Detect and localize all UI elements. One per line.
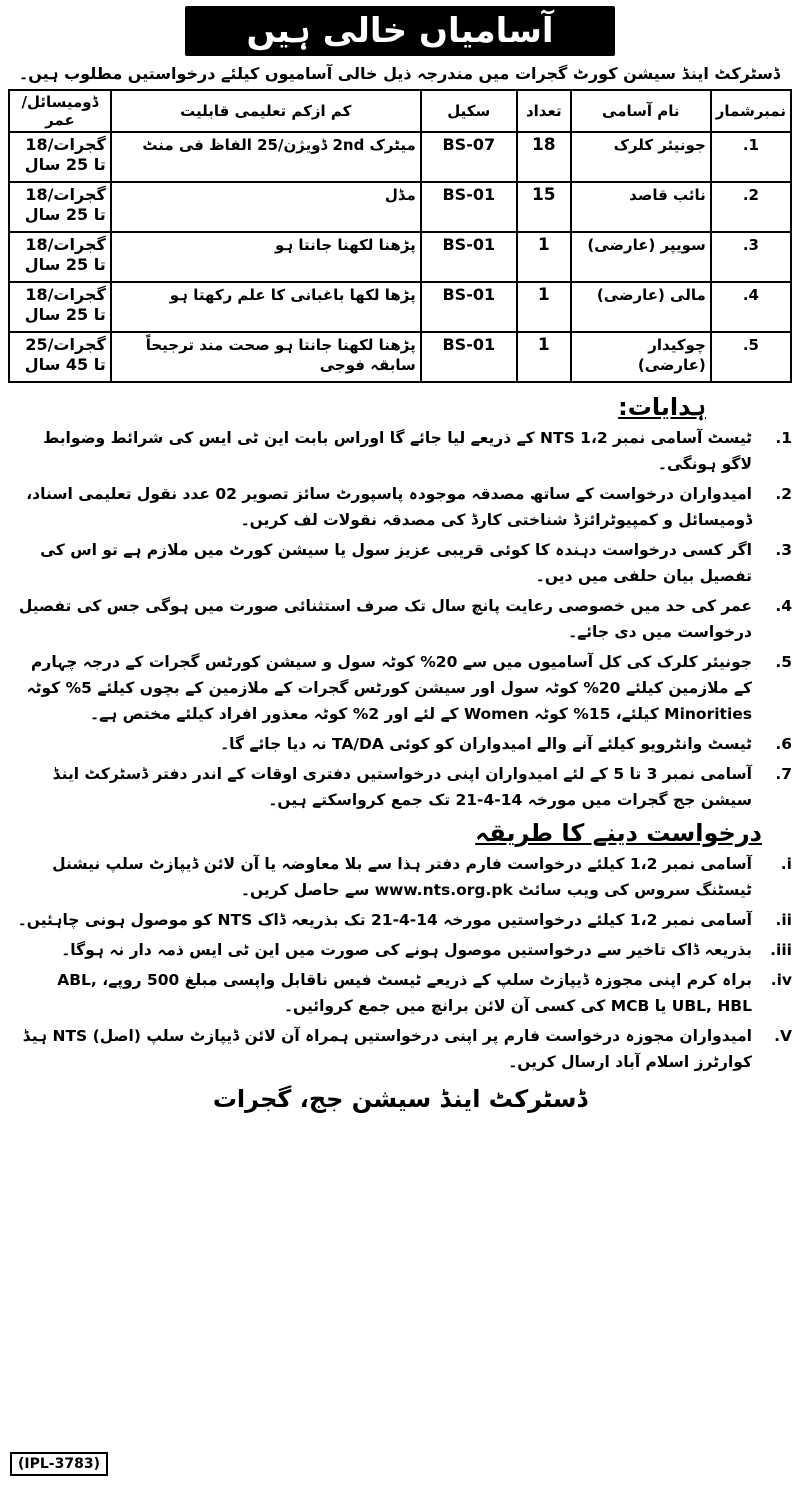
row-domicile-age: گجرات/25 تا 45 سال — [9, 332, 111, 382]
row-post-title: جونیئر کلرک — [571, 132, 711, 182]
item-text: اگر کسی درخواست دہندہ کا کوئی قریبی عزیز سول یا سیشن کورٹ میں ملازم ہے تو اس کی تفصیل بیان حلفی میں دیں۔ — [40, 541, 752, 585]
row-scale: BS-01 — [421, 282, 517, 332]
item-number: 4. — [775, 597, 792, 615]
item-number: 5. — [775, 653, 792, 671]
list-item — [8, 937, 792, 963]
list-item — [8, 481, 792, 533]
row-qualification: مڈل — [111, 182, 421, 232]
item-number: i. — [780, 855, 792, 873]
list-item — [8, 537, 792, 589]
item-text: ٹیسٹ آسامی نمبر 1،2 NTS کے ذریعے لیا جائے گا اوراس بابت این ٹی ایس کی شرائط وضوابط لاگو ہونگی۔ — [43, 429, 752, 473]
row-count: 1 — [517, 232, 571, 282]
header-count: تعداد — [517, 90, 571, 132]
row-scale: BS-07 — [421, 132, 517, 182]
list-item — [8, 649, 792, 727]
row-post-title: مالی (عارضی) — [571, 282, 711, 332]
row-post-title: چوکیدار (عارضی) — [571, 332, 711, 382]
row-domicile-age: گجرات/18 تا 25 سال — [9, 232, 111, 282]
item-text: جونیئر کلرک کی کل آسامیوں میں سے 20% کوٹہ سول و سیشن کورٹس گجرات کے درجہ چہارم کے ملازمین کیلئے 20% کوٹہ سول اور سیشن کورٹس گجرات کے ملازمین کے بچوں کیلئے 5% کوٹہ Minorities کیلئے، 15% کوٹہ Women کے لئے اور 2% کوٹہ معذور افراد کیلئے مختص ہے۔ — [26, 653, 752, 723]
item-number: 7. — [775, 765, 792, 783]
row-scale: BS-01 — [421, 232, 517, 282]
row-serial: 1. — [711, 132, 791, 182]
row-domicile-age: گجرات/18 تا 25 سال — [9, 182, 111, 232]
row-post-title: نائب قاصد — [571, 182, 711, 232]
reference-number: (IPL-3783) — [10, 1452, 108, 1476]
list-item — [8, 967, 792, 1019]
list-item — [8, 1023, 792, 1075]
item-number: iii. — [770, 941, 792, 959]
row-scale: BS-01 — [421, 182, 517, 232]
item-number: V. — [774, 1027, 792, 1045]
row-serial: 3. — [711, 232, 791, 282]
item-text: ٹیسٹ وانٹرویو کیلئے آنے والے امیدواران کو کوئی TA/DA نہ دیا جائے گا۔ — [220, 735, 752, 753]
row-post-title: سویپر (عارضی) — [571, 232, 711, 282]
list-item — [8, 593, 792, 645]
header-qualification: کم ازکم تعلیمی قابلیت — [111, 90, 421, 132]
table-row — [9, 182, 791, 232]
item-text: آسامی نمبر 1،2 کیلئے درخواستیں مورخہ 14-4-21 تک بذریعہ ڈاک NTS کو موصول ہونی چاہئیں۔ — [17, 911, 752, 929]
row-qualification: پڑھنا لکھنا جانتا ہو صحت مند ترجیحاً سابقہ فوجی — [111, 332, 421, 382]
table-row — [9, 232, 791, 282]
item-number: 1. — [775, 429, 792, 447]
list-item — [8, 851, 792, 903]
item-number: 2. — [775, 485, 792, 503]
procedure-heading: درخواست دینے کا طریقہ — [475, 819, 762, 847]
row-count: 15 — [517, 182, 571, 232]
row-scale: BS-01 — [421, 332, 517, 382]
item-number: 3. — [775, 541, 792, 559]
header-scale: سکیل — [421, 90, 517, 132]
item-number: 6. — [775, 735, 792, 753]
intro-text: ڈسٹرکٹ اینڈ سیشن کورٹ گجرات میں مندرجہ ذیل خالی آسامیوں کیلئے درخواستیں مطلوب ہیں۔ — [18, 64, 780, 83]
row-serial: 5. — [711, 332, 791, 382]
row-serial: 2. — [711, 182, 791, 232]
issuer-signature: ڈسٹرکٹ اینڈ سیشن جج، گجرات — [212, 1085, 588, 1113]
vacancies-table — [8, 89, 792, 383]
table-row — [9, 132, 791, 182]
row-count: 1 — [517, 332, 571, 382]
row-domicile-age: گجرات/18 تا 25 سال — [9, 132, 111, 182]
table-header-row — [9, 90, 791, 132]
instructions-heading: ہدایات: — [618, 393, 706, 421]
item-text: امیدواران درخواست کے ساتھ مصدقہ موجودہ پاسپورٹ سائز تصویر 02 عدد نقول تعلیمی اسناد، ڈومیسائل و کمپیوٹرائزڈ شناختی کارڈ کی مصدقہ نقولات لف کریں۔ — [26, 485, 752, 529]
item-text: عمر کی حد میں خصوصی رعایت پانچ سال تک صرف استثنائی صورت میں ہوگی جس کی تفصیل درخواست میں دی جائے۔ — [18, 597, 752, 641]
header-serial: نمبرشمار — [711, 90, 791, 132]
item-text: امیدواران مجوزہ درخواست فارم پر اپنی درخواستیں ہمراہ آن لائن ڈیپازٹ سلپ (اصل) NTS ہیڈ کوارٹرز اسلام آباد ارسال کریں۔ — [22, 1027, 752, 1071]
list-item — [8, 425, 792, 477]
table-row — [9, 282, 791, 332]
row-count: 18 — [517, 132, 571, 182]
item-text: آسامی نمبر 3 تا 5 کے لئے امیدواران اپنی درخواستیں دفتری اوقات کے اندر دفتر ڈسٹرکٹ اینڈ سیشن جج گجرات میں مورخہ 14-4-21 تک جمع کرواسکتے ہیں۔ — [52, 765, 752, 809]
item-text: آسامی نمبر 1،2 کیلئے درخواست فارم دفتر ہذا سے بلا معاوضہ یا آن لائن ڈیپازٹ سلپ نیشنل ٹیسٹنگ سروس کی ویب سائٹ www.nts.org.pk سے حاصل کریں۔ — [52, 855, 752, 899]
row-serial: 4. — [711, 282, 791, 332]
list-item — [8, 761, 792, 813]
list-item — [8, 907, 792, 933]
row-domicile-age: گجرات/18 تا 25 سال — [9, 282, 111, 332]
row-count: 1 — [517, 282, 571, 332]
row-qualification: پڑھا لکھا باغبانی کا علم رکھتا ہو — [111, 282, 421, 332]
table-row — [9, 332, 791, 382]
header-domicile-age: ڈومیسائل/عمر — [9, 90, 111, 132]
item-number: ii. — [775, 911, 792, 929]
row-qualification: میٹرک 2nd ڈویژن/25 الفاظ فی منٹ — [111, 132, 421, 182]
page-title: آسامیاں خالی ہیں — [185, 6, 615, 56]
row-qualification: پڑھنا لکھنا جانتا ہو — [111, 232, 421, 282]
item-number: iv. — [770, 971, 792, 989]
list-item — [8, 731, 792, 757]
header-post-title: نام آسامی — [571, 90, 711, 132]
item-text: بذریعہ ڈاک تاخیر سے درخواستیں موصول ہونے کی صورت میں این ٹی ایس ذمہ دار نہ ہوگا۔ — [61, 941, 752, 959]
item-text: براہ کرم اپنی مجوزہ ڈیپازٹ سلپ کے ذریعے ٹیسٹ فیس ناقابل واپسی مبلغ 500 روپے، ABL, UBL, HBL یا MCB کی کسی آن لائن برانچ میں جمع کروائیں۔ — [57, 971, 752, 1015]
